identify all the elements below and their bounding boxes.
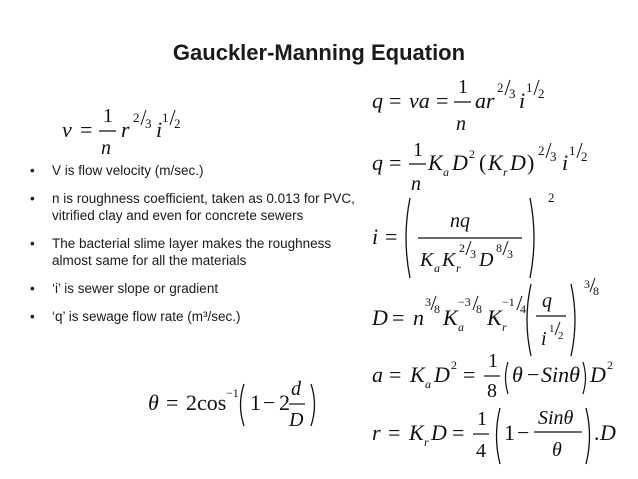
svg-text:2: 2: [279, 390, 290, 415]
svg-text:8: 8: [487, 380, 497, 402]
svg-text:1: 1: [549, 323, 555, 335]
svg-text:1: 1: [413, 139, 423, 161]
bullet-text: V is flow velocity (m/sec.): [52, 163, 204, 178]
svg-text:r: r: [424, 435, 429, 449]
svg-text:D: D: [590, 362, 606, 387]
svg-text:=: =: [385, 224, 398, 249]
svg-text:d: d: [291, 378, 301, 400]
svg-text:Sinθ: Sinθ: [538, 407, 574, 429]
svg-text:2: 2: [133, 110, 140, 125]
svg-text:3: 3: [509, 86, 516, 101]
svg-text:=: =: [392, 305, 405, 330]
svg-text:3: 3: [550, 149, 557, 164]
svg-text:K: K: [488, 150, 503, 175]
svg-text:D: D: [372, 305, 388, 330]
svg-text:θ: θ: [552, 439, 562, 461]
svg-text:r: r: [502, 320, 507, 334]
svg-text:3: 3: [584, 277, 590, 291]
svg-text:1: 1: [526, 80, 533, 95]
svg-text:8: 8: [496, 241, 502, 255]
svg-text:n: n: [413, 305, 424, 330]
svg-text:(: (: [479, 150, 487, 175]
svg-text:r: r: [121, 117, 130, 142]
svg-text:=: =: [389, 150, 402, 175]
svg-text:2: 2: [451, 358, 457, 372]
svg-text:1: 1: [103, 105, 113, 127]
svg-text:=: =: [80, 117, 93, 142]
svg-text:q: q: [372, 88, 383, 113]
svg-text:n: n: [456, 113, 466, 135]
bullet-text: ‘i’ is sewer slope or gradient: [52, 281, 219, 296]
svg-text:n: n: [411, 173, 421, 195]
svg-text:D: D: [431, 420, 447, 445]
svg-text:2: 2: [497, 80, 504, 95]
svg-text:K: K: [420, 249, 434, 271]
svg-text:1: 1: [504, 420, 515, 445]
svg-text:a: a: [443, 165, 449, 179]
svg-text:2: 2: [581, 149, 588, 164]
bullet-text: The bacterial slime layer makes the roughness almost same for all the materials: [52, 236, 332, 268]
svg-text:i: i: [519, 88, 526, 113]
svg-text:−: −: [263, 390, 276, 415]
svg-text:2: 2: [469, 147, 475, 161]
svg-text:i: i: [156, 117, 163, 142]
svg-text:r: r: [456, 261, 461, 275]
svg-text:−: −: [527, 362, 540, 387]
svg-text:r: r: [372, 420, 381, 445]
bullet-text: n is roughness coefficient, taken as 0.013 for PVC, vitrified clay and even for concrete sewers: [52, 191, 355, 223]
svg-text:8: 8: [434, 302, 440, 316]
svg-text:va: va: [409, 88, 430, 113]
svg-text:i: i: [562, 150, 569, 175]
svg-text:n: n: [101, 137, 111, 159]
svg-text:8: 8: [593, 284, 599, 298]
svg-text:3: 3: [145, 116, 152, 131]
svg-text:4: 4: [520, 302, 526, 316]
svg-text:q: q: [372, 150, 383, 175]
bullet-dot: •: [30, 281, 35, 296]
bullet-dot: •: [30, 236, 35, 251]
svg-text:2cos: 2cos: [186, 390, 227, 415]
svg-text:1: 1: [477, 408, 487, 430]
svg-text:2: 2: [538, 86, 545, 101]
svg-text:nq: nq: [450, 210, 470, 232]
svg-text:K: K: [409, 420, 424, 445]
svg-text:=: =: [388, 420, 401, 445]
svg-text:ar: ar: [475, 88, 495, 113]
svg-text:a: a: [425, 377, 431, 391]
svg-text:): ): [527, 150, 535, 175]
svg-text:1: 1: [250, 390, 261, 415]
svg-text:3: 3: [425, 295, 431, 309]
svg-text:θ: θ: [148, 390, 159, 415]
svg-text:a: a: [434, 261, 440, 275]
svg-text:a: a: [458, 320, 464, 334]
svg-text:.: .: [594, 420, 600, 445]
svg-text:2: 2: [607, 358, 613, 372]
svg-text:2: 2: [558, 330, 564, 342]
svg-text:Sinθ: Sinθ: [541, 362, 580, 387]
svg-text:K: K: [442, 249, 456, 271]
svg-text:3: 3: [470, 247, 476, 261]
svg-text:D: D: [600, 420, 616, 445]
svg-text:K: K: [487, 305, 502, 330]
svg-text:D: D: [452, 150, 468, 175]
svg-text:−: −: [517, 420, 530, 445]
svg-text:2: 2: [174, 116, 181, 131]
svg-text:=: =: [389, 88, 402, 113]
svg-text:1: 1: [488, 350, 498, 372]
svg-text:r: r: [503, 165, 508, 179]
svg-text:8: 8: [476, 302, 482, 316]
bullet-dot: •: [30, 191, 35, 206]
svg-text:q: q: [542, 290, 552, 312]
svg-text:−1: −1: [502, 295, 515, 309]
svg-text:θ: θ: [512, 362, 523, 387]
slide-title: Gauckler-Manning Equation: [172, 40, 466, 65]
bullet-dot: •: [30, 309, 35, 324]
svg-text:=: =: [389, 362, 402, 387]
svg-text:=: =: [436, 88, 449, 113]
svg-text:−1: −1: [226, 386, 239, 400]
svg-text:3: 3: [507, 247, 513, 261]
bullet-text: ‘q’ is sewage flow rate (m³/sec.): [52, 309, 241, 324]
svg-text:i: i: [541, 328, 547, 350]
svg-text:2: 2: [459, 241, 465, 255]
bullet-dot: •: [30, 163, 35, 178]
svg-text:=: =: [166, 390, 179, 415]
svg-text:1: 1: [458, 76, 468, 98]
svg-text:−3: −3: [458, 295, 471, 309]
svg-text:4: 4: [476, 440, 486, 462]
svg-text:i: i: [372, 224, 379, 249]
svg-text:=: =: [463, 362, 476, 387]
svg-text:1: 1: [162, 110, 169, 125]
svg-text:K: K: [410, 362, 425, 387]
svg-text:D: D: [510, 150, 526, 175]
svg-text:v: v: [62, 117, 72, 142]
svg-text:=: =: [452, 420, 465, 445]
svg-text:K: K: [428, 150, 443, 175]
svg-text:D: D: [434, 362, 450, 387]
svg-text:D: D: [479, 249, 494, 271]
svg-text:D: D: [289, 409, 304, 431]
svg-text:K: K: [443, 305, 458, 330]
svg-text:2: 2: [548, 190, 555, 205]
svg-text:a: a: [372, 362, 383, 387]
svg-text:1: 1: [569, 143, 576, 158]
svg-text:2: 2: [538, 143, 545, 158]
